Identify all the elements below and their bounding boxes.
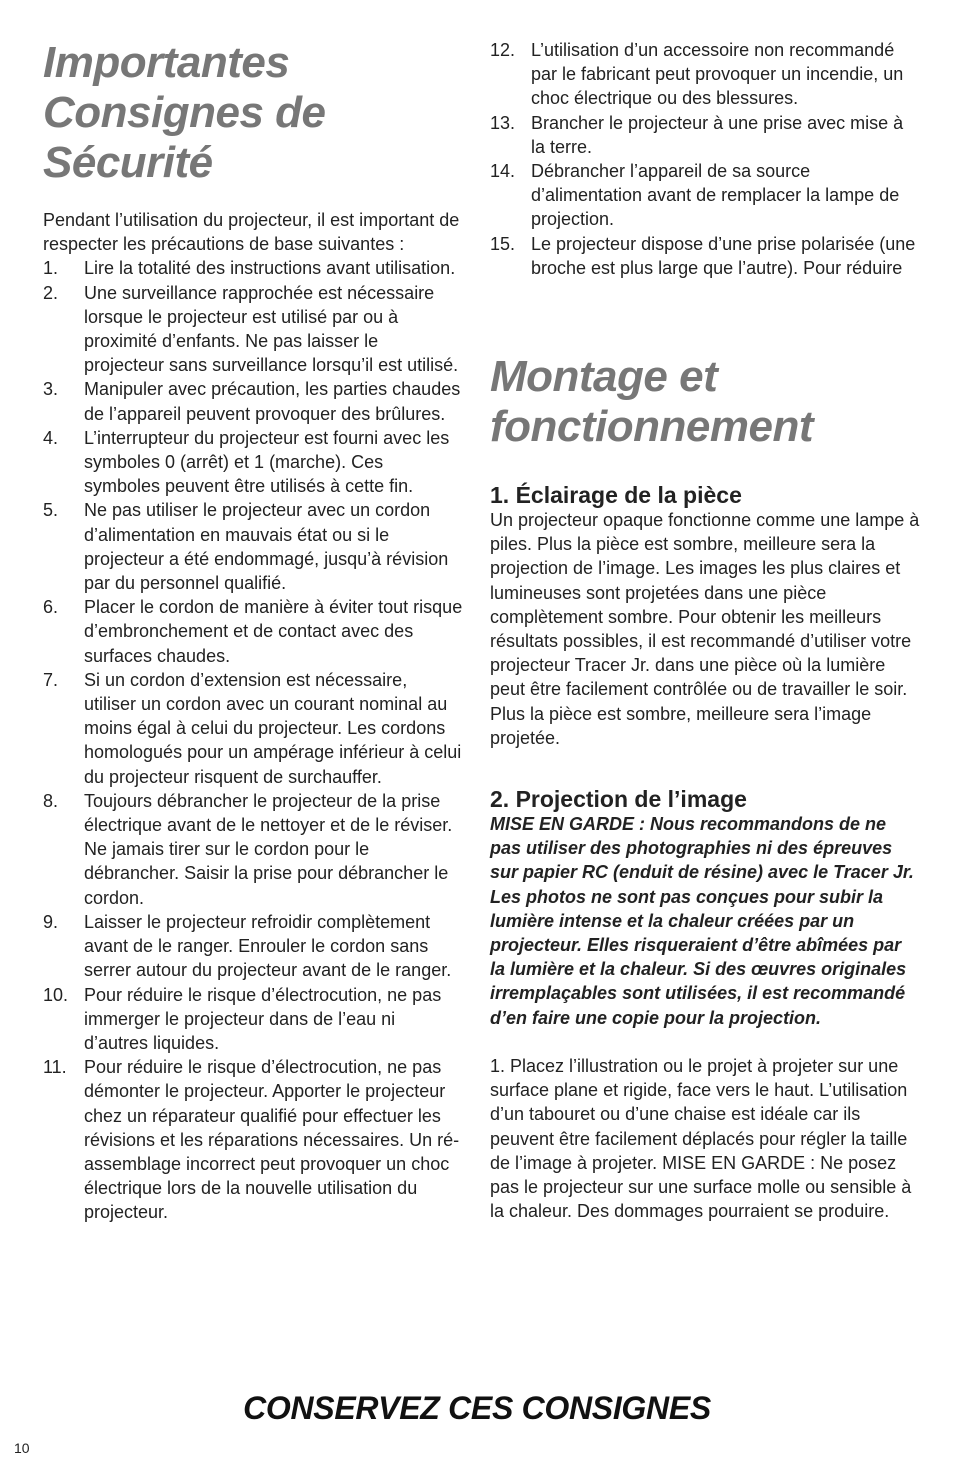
right-column [490,38,920,1241]
item-number: 2. [43,282,59,303]
section-body-lighting: Un projecteur opaque fonctionne comme une lampe à piles. Plus la pièce est sombre, meilleure sera la projection de l’image. Les images les plus claires et lumineuses sont projetées dans une pièce complètement sombre. Pour obtenir les meilleurs résultats possibles, il est recommandé d’utiliser votre projecteur Tracer Jr. dans une pièce où la lumière peut être facilement contrôlée ou de travailler le soir. Plus la pièce est sombre, meilleure sera l’image projetée. [490,510,920,748]
list-item [43,256,463,280]
list-item [43,789,463,910]
item-text: Si un cordon d’extension est nécessaire, utiliser un cordon avec un courant nominal au moins égal à celui du projecteur. Les cordons homologués pour un ampérage inférieur à celui du projecteur risquent de surchauffer. [84,669,462,787]
footer-banner: CONSERVEZ CES CONSIGNES [243,1390,711,1426]
left-column [43,38,463,1225]
safety-list [43,256,463,1224]
item-text: Débrancher l’appareil de sa source d’alimentation avant de remplacer la lampe de projection. [531,161,900,230]
assembly-title-line: Montage et [490,352,718,402]
item-text: Toujours débrancher le projecteur de la prise électrique avant de le nettoyer et de le réviser. Ne jamais tirer sur le cordon pour le débrancher. Saisir la prise pour débrancher le cordon. [84,790,453,908]
item-number: 5. [43,500,59,521]
item-number: 7. [43,669,59,690]
list-item [43,426,463,499]
item-number: 9. [43,911,59,932]
safety-title-line: Sécurité [43,138,213,187]
item-text: Laisser le projecteur refroidir complètement avant de le ranger. Enrouler le cordon sans serrer autour du projecteur avant de le ranger. [84,911,452,981]
item-text: Lire la totalité des instructions avant utilisation. [84,258,456,279]
item-number: 10. [43,984,69,1005]
list-item [43,498,463,595]
list-item [490,38,920,111]
section-heading-projection: 2. Projection de l’image [490,786,747,813]
item-number: 1. [43,258,59,279]
list-item [490,159,920,232]
item-text: Placer le cordon de manière à éviter tout risque d’embronchement et de contact avec des surfaces chaudes. [84,597,463,666]
item-number: 12. [490,40,516,60]
item-text: Ne pas utiliser le projecteur avec un cordon d’alimentation en mauvais état ou si le projecteur a été endommagé, jusqu’à révision par du personnel qualifié. [84,500,449,594]
list-item [490,232,920,280]
item-text: L’utilisation d’un accessoire non recommandé par le fabricant peut provoquer un incendie, un choc électrique ou des blessures. [531,40,904,109]
assembly-title [490,352,920,452]
list-item [43,377,463,425]
list-item [43,910,463,983]
safety-title [43,38,463,188]
list-item [43,668,463,789]
item-number: 6. [43,597,59,618]
item-text: Brancher le projecteur à une prise avec mise à la terre. [531,112,904,157]
list-item [43,595,463,668]
list-item [43,281,463,378]
item-number: 13. [490,112,516,133]
safety-intro: Pendant l’utilisation du projecteur, il est important de respecter les précautions de base suivantes : [43,210,460,255]
item-number: 14. [490,161,516,182]
assembly-title-line: fonctionnement [490,402,813,452]
safety-list-continued [490,38,920,280]
list-item [43,983,463,1056]
safety-title-line: Consignes de [43,88,326,137]
item-number: 15. [490,233,516,254]
item-text: Pour réduire le risque d’électrocution, ne pas démonter le projecteur. Apporter le projecteur chez un réparateur qualifié pour effectuer les révisions et les réparations nécessaires. Un ré-assemblage incorrect peut provoquer un choc électrique lors de la nouvelle utilisation du projecteur. [84,1057,460,1223]
item-number: 11. [43,1057,67,1078]
safety-title-line: Importantes [43,38,290,87]
item-text: Une surveillance rapprochée est nécessaire lorsque le projecteur est utilisé par ou à proximité d’enfants. Ne pas laisser le projecteur sans surveillance lorsqu’il est utilisé. [84,282,459,376]
item-text: L’interrupteur du projecteur est fourni avec les symboles 0 (arrêt) et 1 (marche). Ces symboles peuvent être utilisés à cette fin. [84,427,450,497]
list-item [490,111,920,159]
item-text: Pour réduire le risque d’électrocution, ne pas immerger le projecteur dans de l’eau ni d’autres liquides. [84,984,442,1053]
step-text: 1. Placez l’illustration ou le projet à projeter sur une surface plane et rigide, face vers le haut. L’utilisation d’un tabouret ou d’une chaise est idéale car ils peuvent être facilement déplacés pour régler la taille de l’image à projeter. MISE EN GARDE : Ne posez pas le projecteur sur une surface molle ou sensible à la chaleur. Des dommages pourraient se produire. [490,1055,912,1222]
warning-text: MISE EN GARDE : Nous recommandons de ne pas utiliser des photographies ni des épreuves sur papier RC (enduit de résine) avec le Tracer Jr. Les photos ne sont pas conçues pour subir la lumière intense et la chaleur créées par un projecteur. Elles risqueraient d’être abîmées par la lumière et la chaleur. Si des œuvres originales irremplaçables sont utilisées, il est recommandé d’en faire une copie pour la projection. [490,814,914,1028]
item-text: Le projecteur dispose d’une prise polarisée (une broche est plus large que l’autre). Pour réduire [531,233,916,278]
list-item [43,1055,463,1224]
item-number: 4. [43,427,59,448]
section-heading-lighting: 1. Éclairage de la pièce [490,482,742,509]
item-number: 3. [43,379,59,400]
item-text: Manipuler avec précaution, les parties chaudes de l’appareil peuvent provoquer des brûlures. [84,379,461,424]
item-number: 8. [43,790,59,811]
page-number: 10 [14,1440,30,1456]
